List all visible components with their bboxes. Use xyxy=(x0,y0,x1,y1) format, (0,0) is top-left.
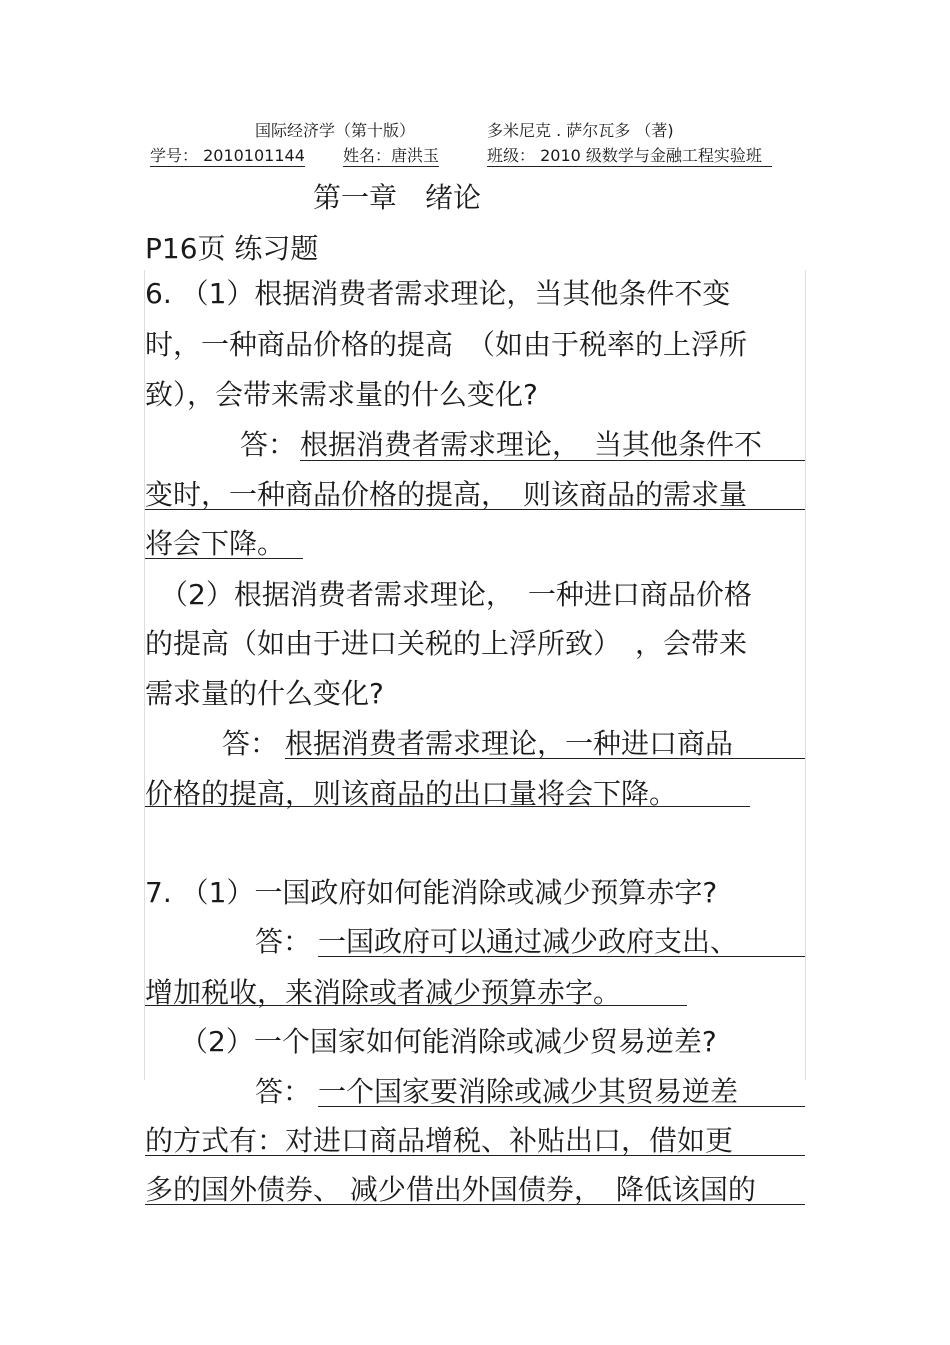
q6-line-1: 6. （1）根据消费者需求理论，当其他条件不变 xyxy=(145,277,731,310)
q7-1-line-1: 7. （1）一国政府如何能消除或减少预算赤字? xyxy=(145,876,718,909)
q6-2-line-1: （2）根据消费者需求理论， 一种进口商品价格 xyxy=(160,578,752,611)
a7-2-line-2: 的方式有：对进口商品增税、补贴出口，借如更 xyxy=(145,1124,734,1157)
underline xyxy=(318,956,805,957)
underline xyxy=(145,1155,805,1156)
a6-2-line-2: 价格的提高，则该商品的出口量将会下降。 xyxy=(145,777,678,810)
chapter-title: 第一章 绪论 xyxy=(313,181,482,214)
a7-1-line-1: 一国政府可以通过减少政府支出、 xyxy=(318,925,739,958)
a7-1-line-2: 增加税收，来消除或者减少预算赤字。 xyxy=(145,976,622,1009)
answer-label: 答： xyxy=(240,428,297,461)
student-name: 姓名：唐洪玉 xyxy=(343,146,440,165)
a7-2-line-3: 多的国外债券、 减少借出外国债券， 降低该国的 xyxy=(145,1173,756,1206)
answer-label: 答： xyxy=(222,727,279,760)
right-border xyxy=(805,270,806,1080)
underline xyxy=(145,558,303,559)
a7-2-line-1: 一个国家要消除或减少其贸易逆差 xyxy=(318,1075,739,1108)
underline xyxy=(318,1106,805,1107)
a6-1-line-3: 将会下降。 xyxy=(145,527,286,560)
a6-2-line-1: 根据消费者需求理论，一种进口商品 xyxy=(285,727,734,760)
a6-1-line-2: 变时，一种商品价格的提高， 则该商品的需求量 xyxy=(145,478,748,511)
underline xyxy=(145,1204,805,1205)
answer-label: 答： xyxy=(255,1075,312,1108)
a6-1-line-1: 根据消费者需求理论， 当其他条件不 xyxy=(300,428,763,461)
underline xyxy=(145,509,805,510)
q6-line-2: 时，一种商品价格的提高 （如由于税率的上浮所 xyxy=(145,328,748,361)
book-title: 国际经济学（第十版） xyxy=(255,121,416,140)
section-title: P16页 练习题 xyxy=(145,232,319,265)
answer-label: 答： xyxy=(255,925,312,958)
underline xyxy=(300,460,805,461)
q6-line-3: 致），会带来需求量的什么变化? xyxy=(145,378,538,411)
underline xyxy=(145,806,750,807)
book-author: 多米尼克 . 萨尔瓦多 （著) xyxy=(487,121,674,140)
student-class: 班级： 2010 级数学与金融工程实验班 xyxy=(487,146,772,167)
underline xyxy=(285,758,805,759)
q6-2-line-3: 需求量的什么变化? xyxy=(145,677,384,710)
q7-2-line-1: （2）一个国家如何能消除或减少贸易逆差? xyxy=(180,1025,717,1058)
q6-2-line-2: 的提高（如由于进口关税的上浮所致） ，会带来 xyxy=(145,627,748,660)
underline xyxy=(145,1005,687,1006)
student-id: 学号： 2010101144 xyxy=(150,146,305,165)
